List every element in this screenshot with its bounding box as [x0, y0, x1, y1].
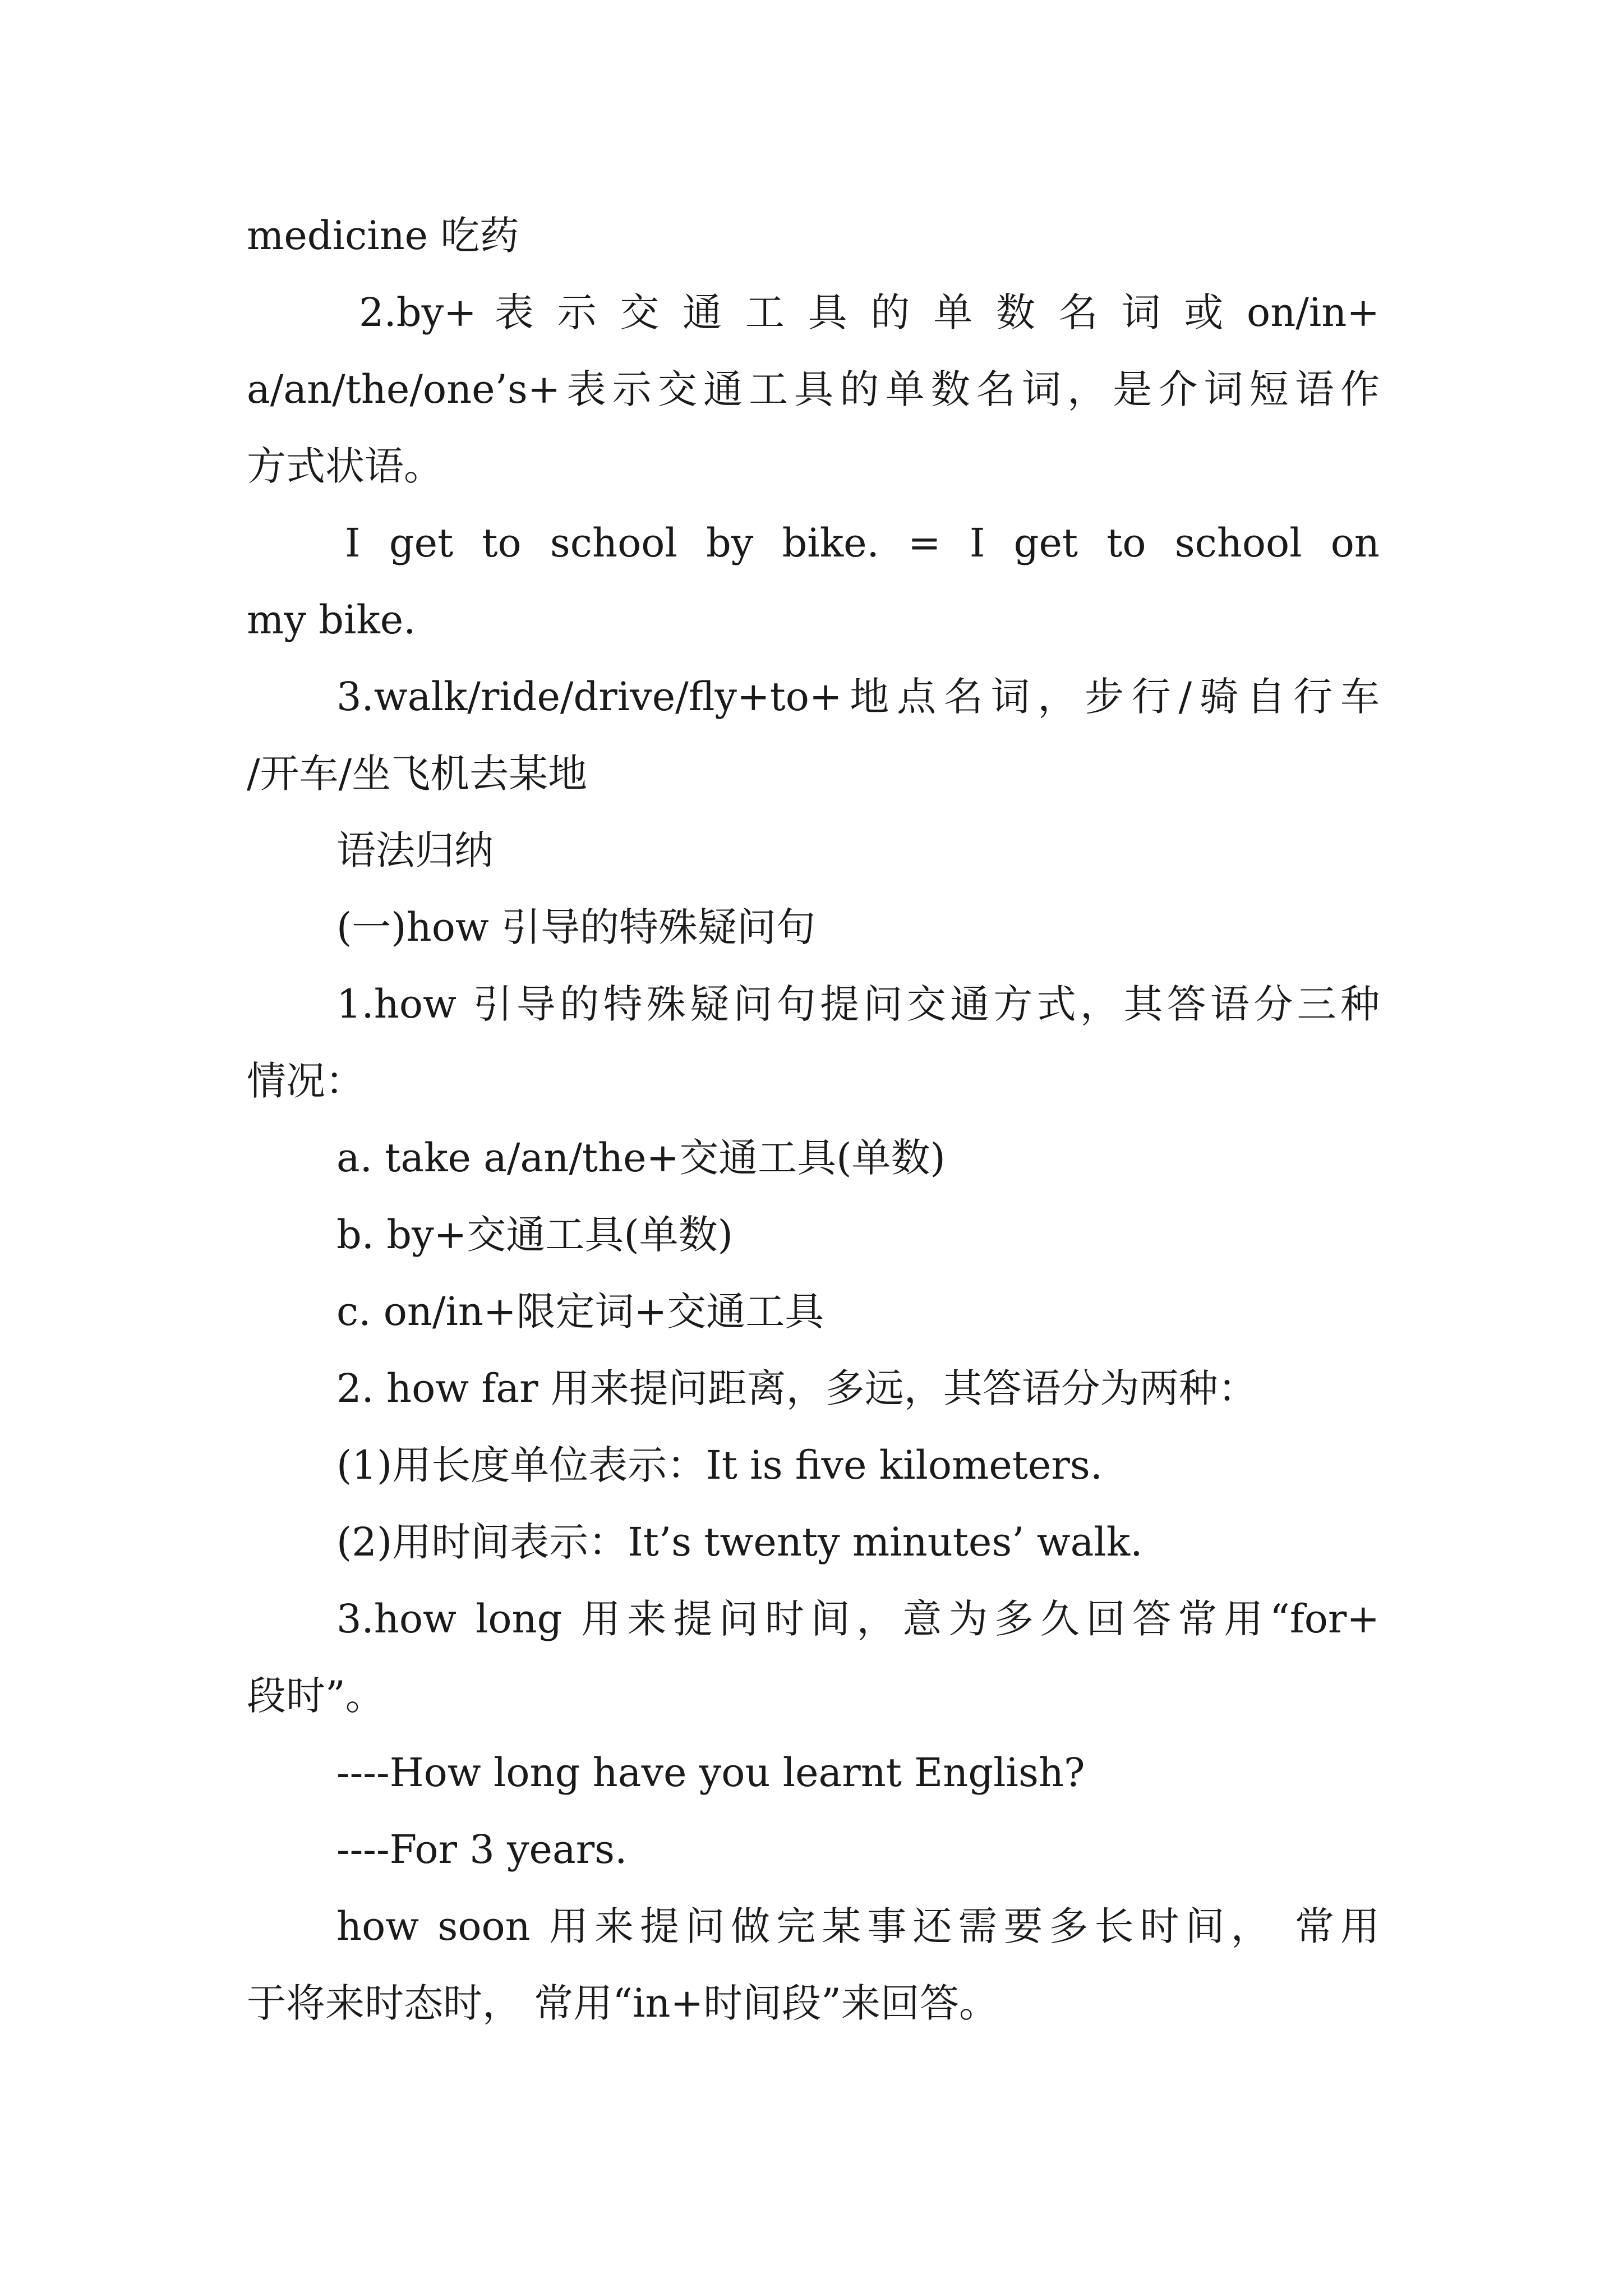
text-line: 于将来时态时， 常用“in+时间段”来回答。: [247, 1980, 998, 2026]
text-line: (1)用长度单位表示：It is five kilometers.: [336, 1442, 1103, 1488]
text-line: 段时”。: [247, 1673, 385, 1719]
text-line: my bike.: [247, 597, 416, 643]
text-line: (2)用时间表示：It’s twenty minutes’ walk.: [336, 1519, 1143, 1565]
text-line: 2.by+ 表 示 交 通 工 具 的 单 数 名 词 或 on/in+: [359, 289, 1380, 335]
text-line: 3.walk/ride/drive/fly+to+地点名词，步行/骑自行车: [336, 674, 1380, 720]
text-line: I get to school by bike. = I get to school on: [345, 520, 1380, 566]
text-line: /开车/坐飞机去某地: [247, 751, 588, 797]
text-line: 方式状语。: [247, 443, 443, 489]
dialogue-line: ----For 3 years.: [336, 1826, 628, 1872]
text-line: medicine 吃药: [247, 213, 519, 259]
text-line: a/an/the/one’s+表示交通工具的单数名词，是介词短语作: [247, 366, 1380, 412]
list-item: c. on/in+限定词+交通工具: [336, 1289, 824, 1335]
list-item: b. by+交通工具(单数): [336, 1212, 733, 1258]
subsection-heading: (一)how 引导的特殊疑问句: [336, 904, 816, 950]
text-line: 3.how long 用来提问时间，意为多久回答常用“for+: [336, 1596, 1380, 1642]
text-line: 1.how 引导的特殊疑问句提问交通方式，其答语分三种: [336, 981, 1380, 1027]
text-line: how soon 用来提问做完某事还需要多长时间， 常用: [336, 1903, 1380, 1949]
text-line: 2. how far 用来提问距离，多远，其答语分为两种：: [336, 1365, 1257, 1411]
dialogue-line: ----How long have you learnt English?: [336, 1750, 1085, 1796]
list-item: a. take a/an/the+交通工具(单数): [336, 1135, 946, 1181]
text-line: 情况：: [247, 1058, 365, 1104]
section-heading: 语法归纳: [336, 827, 494, 873]
